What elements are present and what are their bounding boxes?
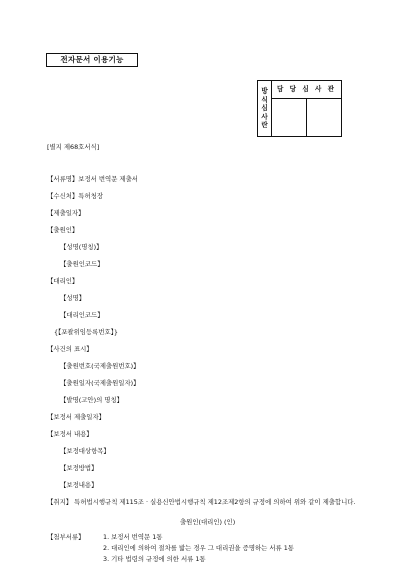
attachment-item: 2. 대리인에 의하여 절차를 밟는 경우 그 대리권을 증명하는 서류 1통 — [103, 544, 294, 552]
signature-line: 출원인(대리인) (인) — [180, 518, 236, 526]
approval-table — [257, 80, 342, 137]
amendment-contents-row: 【보정서 내용】 — [47, 430, 93, 438]
case-invention-title-row: 【발명(고안)의 명칭】 — [60, 396, 124, 404]
purpose-text: 【취지】 특허법시행규칙 제115조 · 실용신안법시행규칙 제12조제2항의 규정에 의하여 위와 같이 제출합니다. — [47, 498, 356, 506]
applicant-name-row: 【성명(명칭)】 — [60, 243, 103, 251]
submission-date-row: 【제출일자】 — [47, 209, 85, 217]
amend-target-row: 【보정대상항목】 — [60, 447, 110, 455]
applicant-code-row: 【출원인코드】 — [60, 260, 104, 268]
agent-name-row: 【성명】 — [60, 294, 86, 302]
case-app-date-row: 【출원일자(국제출원일자)】 — [60, 379, 140, 387]
attachment-item: 1. 보정서 번역문 1통 — [103, 533, 163, 541]
side-char: 식 — [261, 95, 268, 104]
agent-code-row: 【대리인코드】 — [60, 311, 104, 319]
agent-row: 【대리인】 — [47, 277, 79, 285]
approval-cell-examiner — [307, 99, 342, 137]
document-title: 전자문서 이용기능 — [60, 54, 124, 64]
side-char: 심 — [261, 104, 268, 113]
applicant-row: 【출원인】 — [47, 226, 79, 234]
attachment-item: 3. 기타 법령의 규정에 의한 서류 1통 — [103, 555, 206, 563]
attachments-label: 【첨부서류】 — [47, 533, 85, 541]
recipient-row: 【수신처】특허청장 — [47, 192, 103, 200]
case-app-number-row: 【출원번호(국제출원번호)】 — [60, 362, 140, 370]
side-char: 방 — [261, 87, 268, 96]
general-power-row: {【포괄위임등록번호】} — [54, 328, 118, 336]
case-row: 【사건의 표시】 — [47, 345, 93, 353]
approval-side-label — [258, 81, 272, 137]
form-number: [별지 제68호서식] — [47, 143, 100, 151]
document-title-box — [46, 53, 138, 67]
side-char: 사 — [261, 112, 268, 121]
amend-method-row: 【보정방법】 — [60, 464, 98, 472]
side-char: 란 — [261, 121, 268, 130]
approval-header: 담 당 심 사 관 — [272, 81, 342, 99]
approval-cell-staff — [272, 99, 307, 137]
amendment-date-row: 【보정서 제출일자】 — [47, 413, 106, 421]
document-name-row: 【서류명】보정서 번역문 제출서 — [47, 175, 138, 183]
amend-text-row: 【보정내용】 — [60, 481, 98, 489]
